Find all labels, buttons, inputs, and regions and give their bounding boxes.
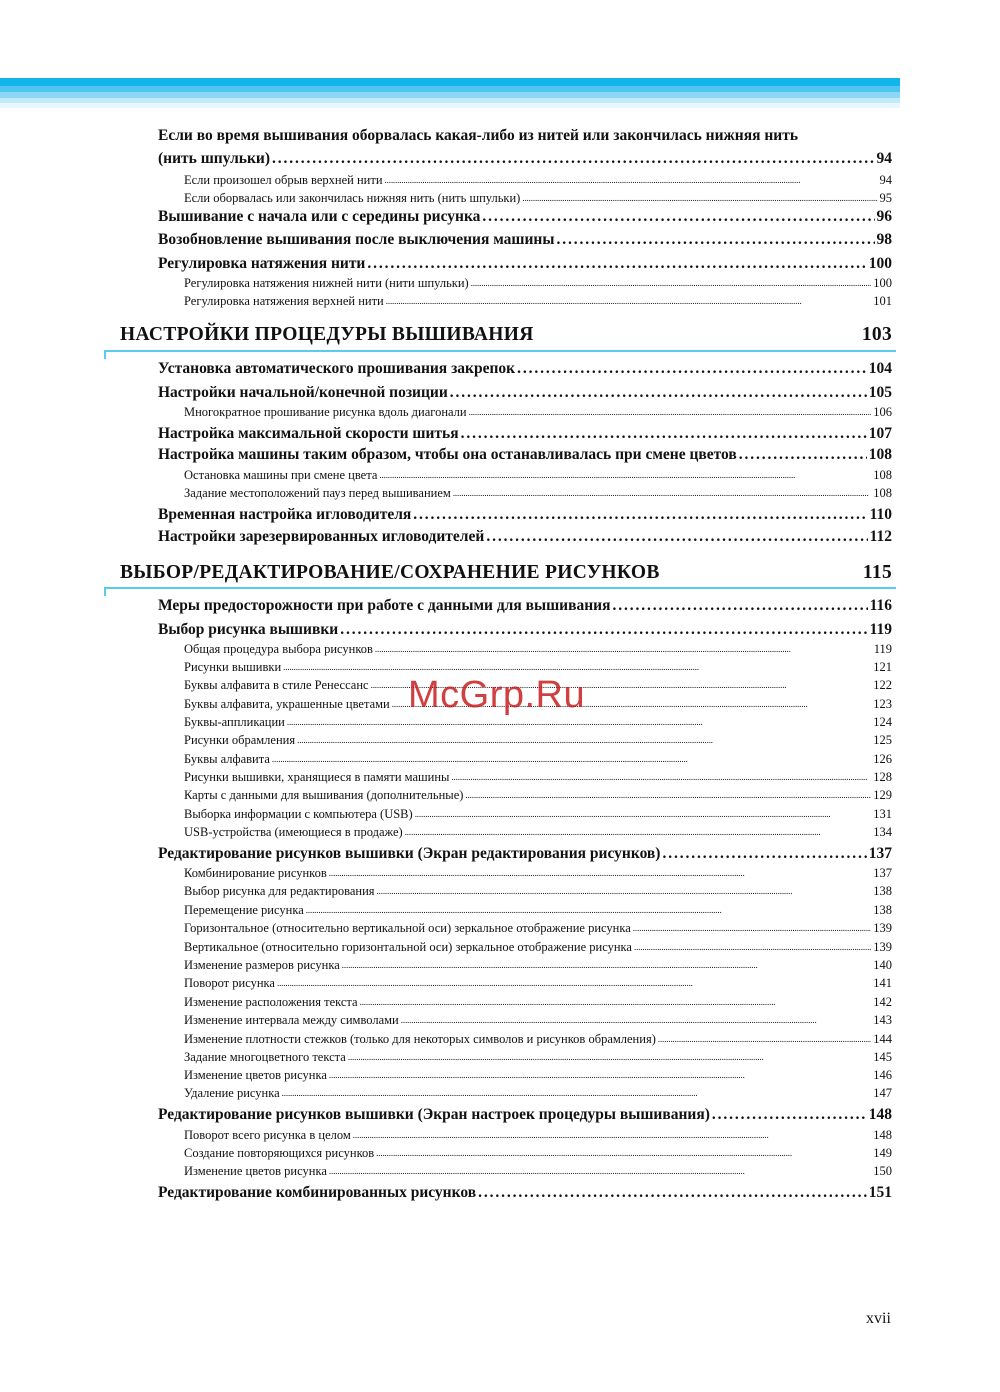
toc-entry-text: (нить шпульки) <box>158 150 271 167</box>
toc-page-number: 145 <box>873 1050 892 1064</box>
toc-page-number: 124 <box>873 715 892 729</box>
toc-entry[interactable] <box>184 994 892 1011</box>
dot-leader <box>517 359 867 379</box>
toc-entry-text: Создание повторяющихся рисунков <box>184 1146 375 1160</box>
dot-leader <box>478 1183 867 1203</box>
dot-leader <box>712 1105 867 1125</box>
toc-entry-text: Рисунки вышивки <box>184 660 282 674</box>
toc-entry[interactable] <box>158 596 892 616</box>
toc-entry[interactable] <box>184 751 892 768</box>
dot-leader <box>329 1067 871 1084</box>
toc-entry-text: Карты с данными для вышивания (дополнительные) <box>184 788 464 802</box>
dot-leader <box>413 505 867 525</box>
toc-page-number: 137 <box>873 866 892 880</box>
toc-page-number: 138 <box>873 903 892 917</box>
toc-page-number: 119 <box>873 642 892 656</box>
dot-leader <box>329 1163 871 1180</box>
section-page-number: 103 <box>861 324 892 345</box>
toc-entry-text: Рисунки вышивки, хранящиеся в памяти машины <box>184 770 450 784</box>
toc-entry[interactable] <box>158 424 892 444</box>
toc-entry[interactable] <box>184 172 892 189</box>
toc-entry-text: Горизонтальное (относительно вертикальной оси) зеркальное отображение рисунка <box>184 921 631 935</box>
dot-leader <box>662 844 866 864</box>
toc-page-number: 146 <box>873 1068 892 1082</box>
toc-page-number: 101 <box>873 294 892 308</box>
dot-leader <box>375 641 872 658</box>
dot-leader <box>453 485 871 502</box>
toc-entry-text: Если во время вышивания оборвалась какая-либо из нитей или закончилась нижняя нить <box>158 127 799 144</box>
toc-entry-text: Меры предосторожности при работе с данными для вышивания <box>158 597 611 614</box>
toc-entry[interactable] <box>184 275 892 292</box>
toc-entry[interactable] <box>184 293 892 310</box>
toc-entry[interactable] <box>184 787 892 804</box>
dot-leader <box>342 957 871 974</box>
dot-leader <box>465 787 871 804</box>
toc-entry[interactable] <box>184 824 892 841</box>
toc-entry[interactable] <box>184 1145 892 1162</box>
section-rule <box>104 587 896 589</box>
dot-leader <box>297 732 871 749</box>
toc-entry[interactable] <box>184 957 892 974</box>
toc-entry-text: Настройки начальной/конечной позиции <box>158 384 448 401</box>
toc-page-number: 106 <box>873 405 892 419</box>
dot-leader <box>353 1127 871 1144</box>
dot-leader <box>367 254 866 274</box>
toc-page-number: 100 <box>873 276 892 290</box>
dot-leader <box>658 1031 871 1048</box>
toc-entry[interactable] <box>184 732 892 749</box>
toc-entry[interactable] <box>184 1031 892 1048</box>
dot-leader <box>471 275 872 292</box>
dot-leader <box>377 883 872 900</box>
toc-entry-text: Вертикальное (относительно горизонтальной оси) зеркальное отображение рисунка <box>184 940 632 954</box>
dot-leader <box>634 939 871 956</box>
toc-page-number: 151 <box>868 1184 892 1201</box>
toc-entry-text: Задание многоцветного текста <box>184 1050 346 1064</box>
dot-leader <box>348 1049 871 1066</box>
toc-entry[interactable] <box>184 404 892 421</box>
dot-leader <box>469 404 872 421</box>
toc-entry-intro-line2[interactable] <box>158 149 892 169</box>
toc-entry[interactable] <box>158 445 892 465</box>
section-title: ВЫБОР/РЕДАКТИРОВАНИЕ/СОХРАНЕНИЕ РИСУНКОВ <box>120 562 660 583</box>
toc-entry-text: Настройка машины таким образом, чтобы она останавливалась при смене цветов <box>158 446 737 463</box>
toc-entry-text: Комбинирование рисунков <box>184 866 327 880</box>
toc-entry-text: Выбор рисунка для редактирования <box>184 884 375 898</box>
toc-entry-text: Буквы алфавита, украшенные цветами <box>184 697 390 711</box>
section-heading-select-edit-save[interactable] <box>120 556 892 584</box>
toc-page-number: 148 <box>873 1128 892 1142</box>
toc-entry[interactable] <box>184 467 892 484</box>
toc-entry[interactable] <box>184 975 892 992</box>
toc-page-number: 104 <box>868 360 892 377</box>
toc-entry[interactable] <box>158 1105 892 1125</box>
toc-entry-text: Регулировка натяжения нижней нити (нити шпульки) <box>184 276 469 290</box>
toc-entry-text: Если произошел обрыв верхней нити <box>184 173 383 187</box>
dot-leader <box>522 190 877 207</box>
dot-leader <box>272 751 871 768</box>
toc-page-number: 123 <box>873 697 892 711</box>
toc-entry[interactable] <box>158 844 892 864</box>
toc-entry[interactable] <box>184 769 892 786</box>
toc-entry[interactable] <box>158 620 892 640</box>
toc-entry[interactable] <box>158 527 892 547</box>
toc-entry[interactable] <box>158 254 892 274</box>
header-color-bar <box>0 78 900 108</box>
toc-entry[interactable] <box>158 207 892 227</box>
toc-entry-text: Редактирование комбинированных рисунков <box>158 1184 477 1201</box>
dot-leader <box>633 920 871 937</box>
toc-entry-text: Если оборвалась или закончилась нижняя нить (нить шпульки) <box>184 191 521 205</box>
toc-entry-text: Общая процедура выбора рисунков <box>184 642 373 656</box>
toc-entry-text: Многократное прошивание рисунка вдоль диагонали <box>184 405 467 419</box>
toc-page-number: 140 <box>873 958 892 972</box>
toc-entry[interactable] <box>184 1067 892 1084</box>
toc-entry-text: Изменение размеров рисунка <box>184 958 340 972</box>
toc-entry-text: Установка автоматического прошивания закрепок <box>158 360 516 377</box>
dot-leader <box>379 467 871 484</box>
toc-entry-text: Регулировка натяжения нити <box>158 255 366 272</box>
toc-page-number: 141 <box>873 976 892 990</box>
dot-leader <box>277 975 871 992</box>
toc-entry[interactable] <box>184 1085 892 1102</box>
toc-page-number: 126 <box>873 752 892 766</box>
toc-page-number: 122 <box>873 678 892 692</box>
toc-entry[interactable] <box>184 902 892 919</box>
toc-page-number: 96 <box>876 208 892 225</box>
dot-leader <box>306 902 871 919</box>
toc-entry-text: Редактирование рисунков вышивки (Экран редактирования рисунков) <box>158 845 661 862</box>
dot-leader <box>415 806 872 823</box>
toc-entry-text: USB-устройства (имеющиеся в продаже) <box>184 825 403 839</box>
toc-page-number: 138 <box>873 884 892 898</box>
toc-entry-text: Задание местоположений пауз перед вышиванием <box>184 486 451 500</box>
section-title: НАСТРОЙКИ ПРОЦЕДУРЫ ВЫШИВАНИЯ <box>120 324 534 345</box>
toc-entry[interactable] <box>158 1183 892 1203</box>
toc-entry-text: Настройки зарезервированных игловодителей <box>158 528 485 545</box>
toc-page-number: 139 <box>873 921 892 935</box>
toc-entry-text: Изменение плотности стежков (только для некоторых символов и рисунков обрамления) <box>184 1032 656 1046</box>
toc-entry-text: Буквы алфавита в стиле Ренессанс <box>184 678 369 692</box>
watermark-logo: McGrp.Ru <box>408 674 586 716</box>
toc-page-number: 134 <box>873 825 892 839</box>
toc-entry-text: Выбор рисунка вышивки <box>158 621 339 638</box>
toc-entry[interactable] <box>158 359 892 379</box>
toc-page-number: 94 <box>879 173 892 187</box>
toc-page-number: 107 <box>868 425 892 442</box>
dot-leader <box>385 172 878 189</box>
page-number: xvii <box>866 1310 891 1327</box>
dot-leader <box>360 994 872 1011</box>
toc-page-number: 143 <box>873 1013 892 1027</box>
dot-leader <box>282 1085 872 1102</box>
toc-entry[interactable] <box>184 1049 892 1066</box>
toc-page-number: 148 <box>868 1106 892 1123</box>
toc-entry[interactable] <box>184 939 892 956</box>
toc-entry[interactable] <box>184 1012 892 1029</box>
dot-leader <box>461 424 867 444</box>
toc-entry[interactable] <box>158 230 892 250</box>
toc-page-number: 137 <box>868 845 892 862</box>
toc-page-number: 142 <box>873 995 892 1009</box>
toc-entry[interactable] <box>158 383 892 403</box>
toc-entry-intro-line1[interactable] <box>158 126 892 146</box>
toc-entry-text: Буквы-аппликации <box>184 715 285 729</box>
toc-entry-text: Изменение интервала между символами <box>184 1013 399 1027</box>
dot-leader <box>401 1012 872 1029</box>
toc-page-number: 110 <box>869 506 892 523</box>
toc-page-number: 121 <box>873 660 892 674</box>
toc-entry[interactable] <box>184 641 892 658</box>
toc-entry-text: Удаление рисунка <box>184 1086 280 1100</box>
toc-page-number: 150 <box>873 1164 892 1178</box>
toc-entry[interactable] <box>184 1127 892 1144</box>
toc-entry[interactable] <box>158 505 892 525</box>
toc-page-number: 108 <box>873 468 892 482</box>
toc-entry[interactable] <box>184 883 892 900</box>
section-heading-embroidery-settings[interactable] <box>120 318 892 346</box>
toc-entry-text: Поворот всего рисунка в целом <box>184 1128 351 1142</box>
toc-page-number: 125 <box>873 733 892 747</box>
toc-page-number: 149 <box>873 1146 892 1160</box>
toc-entry-text: Настройка максимальной скорости шитья <box>158 425 459 442</box>
toc-entry-text: Вышивание с начала или с середины рисунка <box>158 208 481 225</box>
toc-entry-text: Изменение расположения текста <box>184 995 358 1009</box>
toc-entry-text: Редактирование рисунков вышивки (Экран настроек процедуры вышивания) <box>158 1106 710 1123</box>
toc-page-number: 129 <box>873 788 892 802</box>
dot-leader <box>482 207 874 227</box>
toc-entry-text: Регулировка натяжения верхней нити <box>184 294 384 308</box>
section-rule <box>104 350 896 352</box>
toc-entry-text: Изменение цветов рисунка <box>184 1068 327 1082</box>
toc-page-number: 100 <box>868 255 892 272</box>
dot-leader <box>405 824 872 841</box>
toc-entry-text: Временная настройка игловодителя <box>158 506 412 523</box>
toc-page-number: 108 <box>868 446 892 463</box>
toc-page-number: 144 <box>873 1032 892 1046</box>
toc-page-number: 119 <box>869 621 892 638</box>
dot-leader <box>272 149 874 169</box>
toc-entry[interactable] <box>184 865 892 882</box>
toc-entry-text: Перемещение рисунка <box>184 903 304 917</box>
dot-leader <box>450 383 867 403</box>
dot-leader <box>486 527 867 547</box>
dot-leader <box>612 596 867 616</box>
toc-entry-text: Изменение цветов рисунка <box>184 1164 327 1178</box>
toc-entry-text: Рисунки обрамления <box>184 733 296 747</box>
toc-entry[interactable] <box>184 806 892 823</box>
dot-leader <box>329 865 871 882</box>
toc-page-number: 128 <box>873 770 892 784</box>
dot-leader <box>386 293 872 310</box>
toc-entry-text: Поворот рисунка <box>184 976 275 990</box>
section-page-number: 115 <box>862 562 892 583</box>
toc-entry[interactable] <box>184 1163 892 1180</box>
toc-page-number: 112 <box>869 528 892 545</box>
dot-leader <box>451 769 871 786</box>
toc-entry[interactable] <box>184 920 892 937</box>
toc-entry-text: Остановка машины при смене цвета <box>184 468 378 482</box>
toc-page-number: 108 <box>873 486 892 500</box>
dot-leader <box>340 620 867 640</box>
toc-entry[interactable] <box>184 190 892 207</box>
toc-page-number: 131 <box>873 807 892 821</box>
toc-page-number: 98 <box>876 231 892 248</box>
dot-leader <box>739 445 867 465</box>
toc-entry[interactable] <box>184 485 892 502</box>
toc-page-number: 116 <box>869 597 892 614</box>
toc-entry-text: Буквы алфавита <box>184 752 270 766</box>
toc-entry-text: Возобновление вышивания после выключения машины <box>158 231 555 248</box>
toc-page-number: 139 <box>873 940 892 954</box>
toc-page-number: 94 <box>876 150 892 167</box>
toc-entry-text: Выборка информации с компьютера (USB) <box>184 807 413 821</box>
toc-page-number: 105 <box>868 384 892 401</box>
toc-page-number: 147 <box>873 1086 892 1100</box>
dot-leader <box>376 1145 871 1162</box>
toc-page-number: 95 <box>879 191 892 205</box>
dot-leader <box>556 230 874 250</box>
